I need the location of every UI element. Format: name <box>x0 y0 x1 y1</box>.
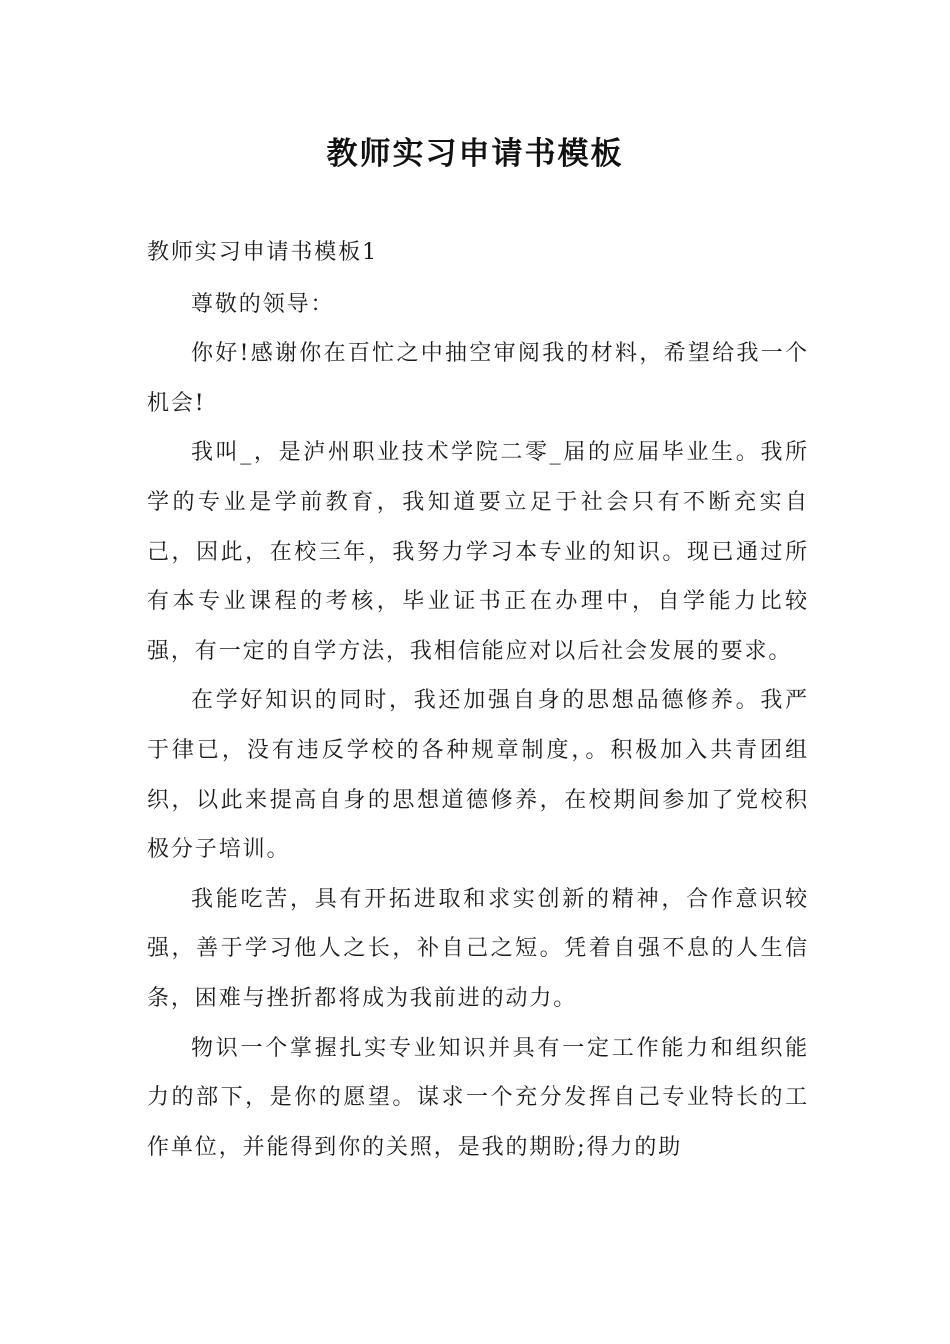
paragraph: 物识一个掌握扎实专业知识并具有一定工作能力和组织能力的部下，是你的愿望。谋求一个充分发挥自己专业特长的工作单位，并能得到你的关照，是我的期盼;得力的助 <box>147 1035 809 1160</box>
paragraph: 我能吃苦，具有开拓进取和求实创新的精神，合作意识较强，善于学习他人之长，补自己之短。凭着自强不息的人生信条，困难与挫折都将成为我前进的动力。 <box>147 886 809 1011</box>
paragraph: 在学好知识的同时，我还加强自身的思想品德修养。我严于律已，没有违反学校的各种规章制度，。积极加入共青团组织，以此来提高自身的思想道德修养，在校期间参加了党校积极分子培训。 <box>147 688 809 863</box>
paragraph: 你好!感谢你在百忙之中抽空审阅我的材料，希望给我一个机会! <box>147 341 809 416</box>
section-heading: 教师实习申请书模板1 <box>147 240 378 265</box>
document-body <box>147 228 809 1172</box>
document-title: 教师实习申请书模板 <box>326 136 624 172</box>
salutation: 尊敬的领导： <box>191 291 335 317</box>
paragraph: 我叫_，是泸州职业技术学院二零_届的应届毕业生。我所学的专业是学前教育，我知道要立足于社会只有不断充实自己，因此，在校三年，我努力学习本专业的知识。现已通过所有本专业课程的考核，毕业证书正在办理中，自学能力比较强，有一定的自学方法，我相信能应对以后社会发展的要求。 <box>147 440 809 664</box>
